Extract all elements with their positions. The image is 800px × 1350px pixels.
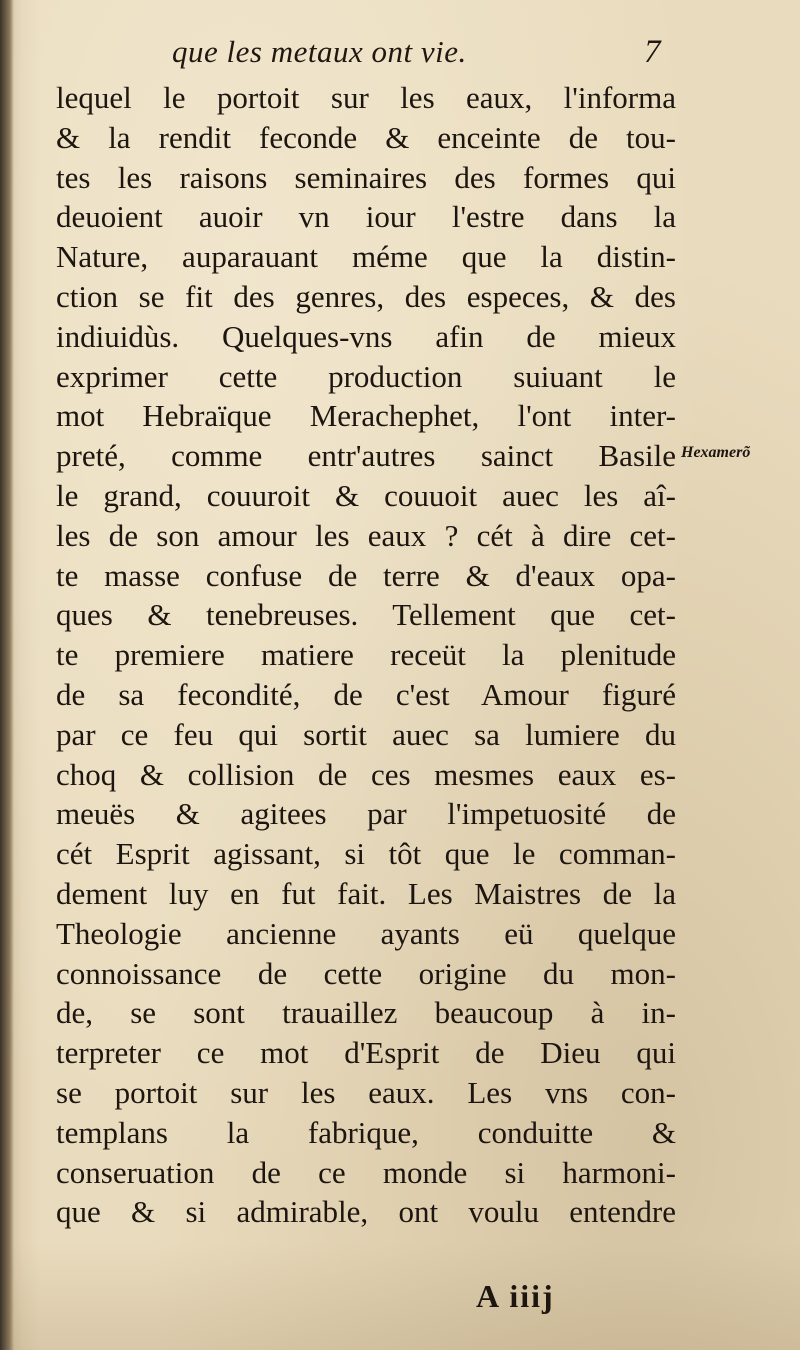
text-line: preté, comme entr'autres sainct Basile [56,438,676,474]
text-line: que & si admirable, ont voulu entendre [56,1194,676,1230]
page-header [0,34,800,80]
text-line: le grand, couuroit & couuoit auec les aî- [56,477,676,513]
page-number: 7 [644,34,661,70]
page-gutter-edge [0,0,14,1350]
text-line: & la rendit feconde & enceinte de tou- [56,119,676,155]
text-line: te premiere matiere receüt la plenitude [56,637,676,673]
text-line: de, se sont trauaillez beaucoup à in- [56,995,676,1031]
text-line: les de son amour les eaux ? cét à dire cet- [56,517,676,553]
text-line: Nature, auparauant méme que la distin- [56,239,676,275]
text-line: de sa fecondité, de c'est Amour figuré [56,676,676,712]
text-line: cét Esprit agissant, si tôt que le comman- [56,836,676,872]
text-line: par ce feu qui sortit auec sa lumiere du [56,716,676,752]
text-line: exprimer cette production suiuant le [56,358,676,394]
text-line: conseruation de ce monde si harmoni- [56,1154,676,1190]
text-line: Theologie ancienne ayants eü quelque [56,915,676,951]
text-line: meuës & agitees par l'impetuosité de [56,796,676,832]
text-line: deuoient auoir vn iour l'estre dans la [56,199,676,235]
text-line: tes les raisons seminaires des formes qui [56,159,676,195]
text-line: lequel le portoit sur les eaux, l'informa [56,80,676,115]
marginal-note: Hexamerõ [681,444,751,461]
text-line: ques & tenebreuses. Tellement que cet- [56,597,676,633]
text-line: terpreter ce mot d'Esprit de Dieu qui [56,1035,676,1071]
text-line: templans la fabrique, conduitte & [56,1114,676,1150]
running-head: que les metaux ont vie. [172,34,467,69]
signature-mark: A iiij [476,1278,555,1314]
text-line: dement luy en fut fait. Les Maistres de la [56,875,676,911]
text-line: indiuidùs. Quelques-vns afin de mieux [56,318,676,354]
text-line: te masse confuse de terre & d'eaux opa- [56,557,676,593]
body-text [56,78,676,1232]
text-line: se portoit sur les eaux. Les vns con- [56,1074,676,1110]
text-line: connoissance de cette origine du mon- [56,955,676,991]
text-line: mot Hebraïque Merachephet, l'ont inter- [56,398,676,434]
text-line: choq & collision de ces mesmes eaux es- [56,756,676,792]
text-line: ction se fit des genres, des especes, & des [56,278,676,314]
